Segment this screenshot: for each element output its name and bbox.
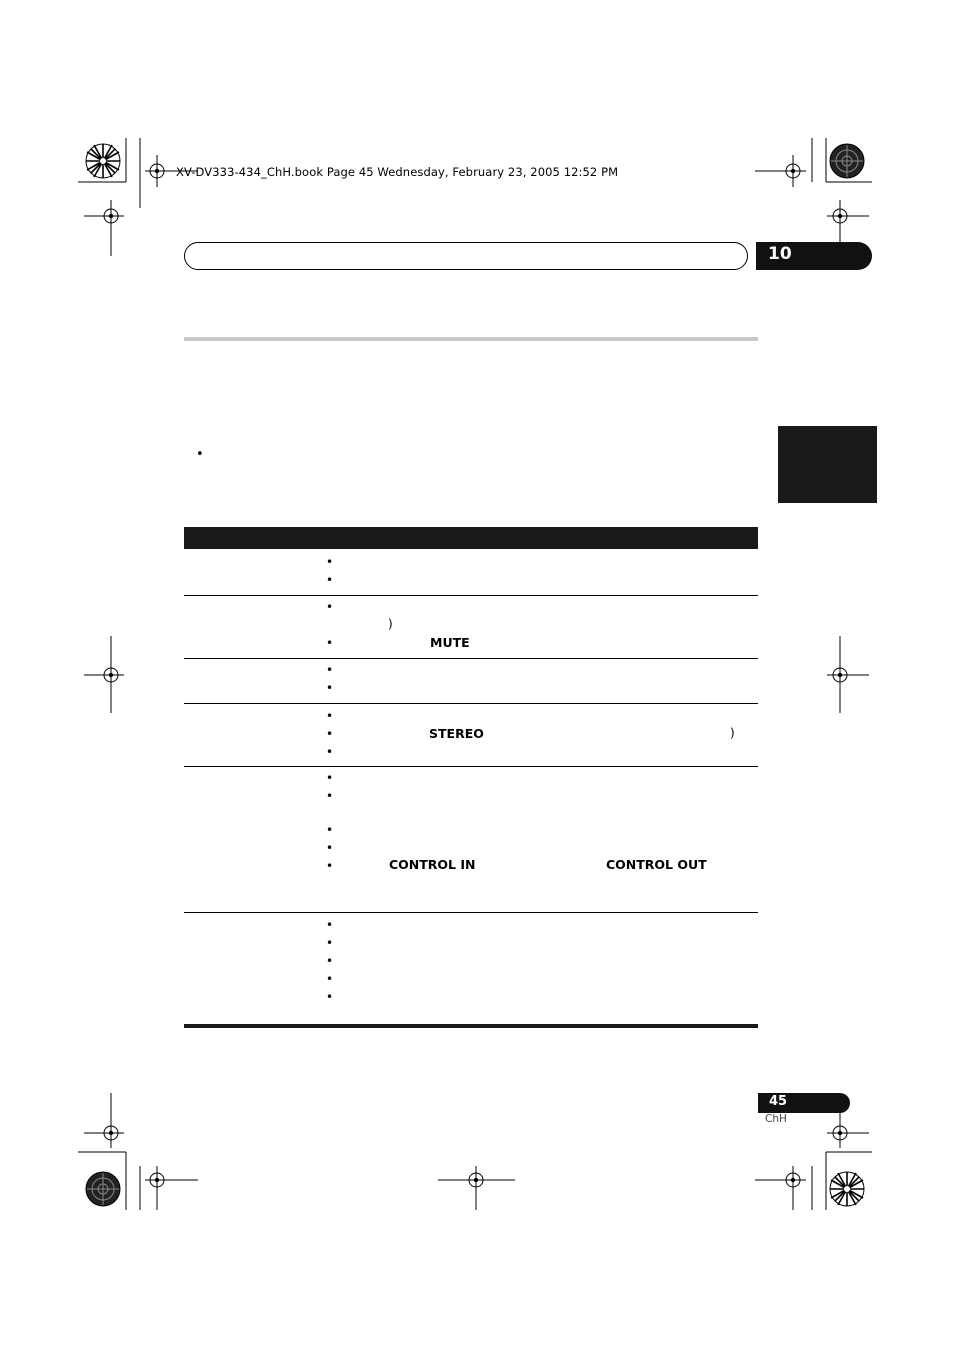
- language-side-tab: [778, 426, 877, 503]
- stereo-label: STEREO: [429, 726, 484, 741]
- list-bullet: •: [326, 573, 334, 587]
- intro-bullet: •: [196, 447, 204, 462]
- closing-paren: ): [730, 726, 735, 740]
- control-in-label: CONTROL IN: [389, 857, 476, 872]
- list-bullet: •: [326, 936, 334, 950]
- list-bullet: •: [326, 823, 334, 837]
- list-bullet: •: [326, 771, 334, 785]
- table-header-bar: [184, 527, 758, 549]
- list-bullet: •: [326, 663, 334, 677]
- row-divider: [184, 703, 758, 704]
- table-bottom-rule: [184, 1024, 758, 1028]
- row-divider: [184, 595, 758, 596]
- list-bullet: •: [326, 789, 334, 803]
- list-bullet: •: [326, 954, 334, 968]
- control-out-label: CONTROL OUT: [606, 857, 707, 872]
- list-bullet: •: [326, 636, 334, 650]
- list-bullet: •: [326, 727, 334, 741]
- list-bullet: •: [326, 600, 334, 614]
- list-bullet: •: [326, 972, 334, 986]
- mute-label: MUTE: [430, 635, 470, 650]
- list-bullet: •: [326, 990, 334, 1004]
- chapter-number: 10: [768, 244, 792, 264]
- list-bullet: •: [326, 918, 334, 932]
- section-divider: [184, 337, 758, 341]
- list-bullet: •: [326, 709, 334, 723]
- row-divider: [184, 912, 758, 913]
- chapter-title-bar: [184, 242, 748, 270]
- list-bullet: •: [326, 859, 334, 873]
- closing-paren: ): [388, 617, 393, 631]
- list-bullet: •: [326, 841, 334, 855]
- page-number: 45: [769, 1094, 788, 1109]
- row-divider: [184, 766, 758, 767]
- row-divider: [184, 658, 758, 659]
- list-bullet: •: [326, 745, 334, 759]
- list-bullet: •: [326, 555, 334, 569]
- file-info-header: XV-DV333-434_ChH.book Page 45 Wednesday, February 23, 2005 12:52 PM: [176, 165, 619, 179]
- list-bullet: •: [326, 681, 334, 695]
- language-code: ChH: [765, 1113, 787, 1125]
